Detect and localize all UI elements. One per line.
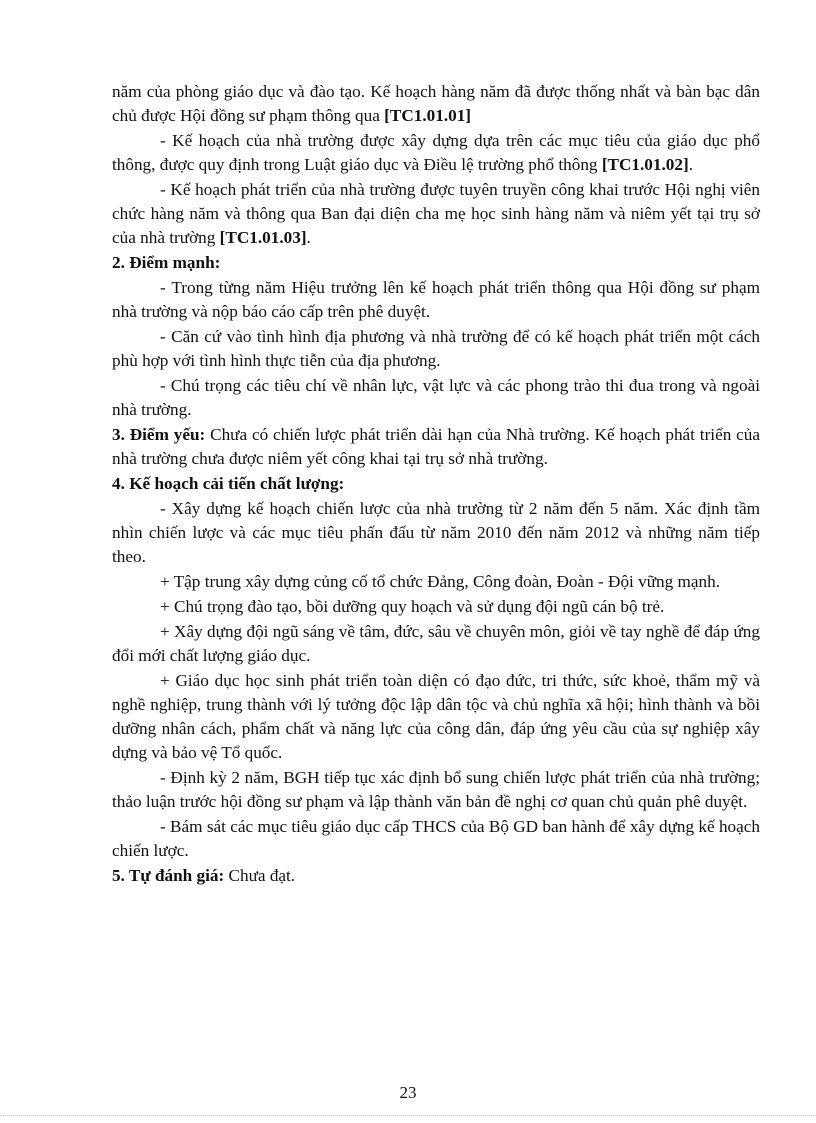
paragraph-plan-basis [112,129,760,177]
heading-strengths [112,251,760,275]
paragraph-intro [112,80,760,128]
heading-weaknesses [112,423,760,471]
plan-item: + Giáo dục học sinh phát triển toàn diện có đạo đức, tri thức, sức khoẻ, thẩm mỹ và nghề nghiệp, trung thành với lý tưởng độc lập dân tộc và chủ nghĩa xã hội; hình thành và bồi dưỡng nhân cách, phẩm chất và năng lực của công dân, đáp ứng yêu cầu của sự nghiệp xây dựng và bảo vệ Tổ quốc. [112,671,760,762]
assessment-result: Chưa đạt. [224,866,296,885]
strength-item: - Trong từng năm Hiệu trưởng lên kế hoạch phát triển thông qua Hội đồng sư phạm nhà trường và nộp báo cáo cấp trên phê duyệt. [112,278,760,321]
footer-divider [0,1115,816,1116]
section-heading: 3. Điểm yếu: [112,425,206,444]
paragraph-text: năm của phòng giáo dục và đào tạo. Kế hoạch hàng năm đã được thống nhất và bàn bạc dân chủ được Hội đồng sư phạm thông qua [112,82,760,125]
evidence-code: [TC1.01.03] [219,228,307,247]
heading-self-assessment [112,864,760,888]
weakness-text: Chưa có chiến lược phát triển dài hạn của Nhà trường. Kế hoạch phát triển của nhà trường chưa được niêm yết công khai tại trụ sở nhà trường. [112,425,761,468]
plan-item: + Xây dựng đội ngũ sáng về tâm, đức, sâu về chuyên môn, giỏi về tay nghề để đáp ứng đổi mới chất lượng giáo dục. [112,622,760,665]
section-heading: 4. Kế hoạch cải tiến chất lượng: [112,474,345,493]
section-heading: 5. Tự đánh giá: [112,866,225,885]
strength-item: - Chú trọng các tiêu chí về nhân lực, vật lực và các phong trào thi đua trong và ngoài nhà trường. [112,376,760,419]
plan-item: + Chú trọng đào tạo, bồi dưỡng quy hoạch và sử dụng đội ngũ cán bộ trẻ. [160,597,665,616]
heading-improvement-plan [112,472,760,496]
paragraph-plan-publicity [112,178,760,250]
paragraph-end: . [306,228,311,247]
paragraph-end: . [688,155,693,174]
evidence-code: [TC1.01.02] [601,155,689,174]
evidence-code: [TC1.01.01] [384,106,472,125]
page-number: 23 [399,1083,417,1102]
page-body [112,80,760,889]
plan-item: + Tập trung xây dựng củng cố tổ chức Đảng, Công đoàn, Đoàn - Đội vững mạnh. [160,572,721,591]
paragraph-text: - Kế hoạch phát triển của nhà trường được tuyên truyền công khai trước Hội nghị viên chức hàng năm và thông qua Ban đại diện cha mẹ học sinh hàng năm và niêm yết tại trụ sở của nhà trường [112,180,760,247]
paragraph-text: - Kế hoạch của nhà trường được xây dựng dựa trên các mục tiêu của giáo dục phổ thông, được quy định trong Luật giáo dục và Điều lệ trường phổ thông [112,131,760,174]
strength-item: - Căn cứ vào tình hình địa phương và nhà trường để có kế hoạch phát triển một cách phù hợp với tình hình thực tiễn của địa phương. [112,327,760,370]
section-heading: 2. Điểm mạnh: [112,253,221,272]
plan-item: - Xây dựng kế hoạch chiến lược của nhà trường từ 2 năm đến 5 năm. Xác định tầm nhìn chiến lược và các mục tiêu phấn đấu từ năm 2010 đến năm 2012 và những năm tiếp theo. [112,499,760,566]
plan-item: - Định kỳ 2 năm, BGH tiếp tục xác định bổ sung chiến lược phát triển của nhà trường; thảo luận trước hội đồng sư phạm và lập thành văn bản đề nghị cơ quan chủ quản phê duyệt. [112,768,760,811]
plan-item: - Bám sát các mục tiêu giáo dục cấp THCS của Bộ GD ban hành để xây dựng kế hoạch chiến lược. [112,817,760,860]
